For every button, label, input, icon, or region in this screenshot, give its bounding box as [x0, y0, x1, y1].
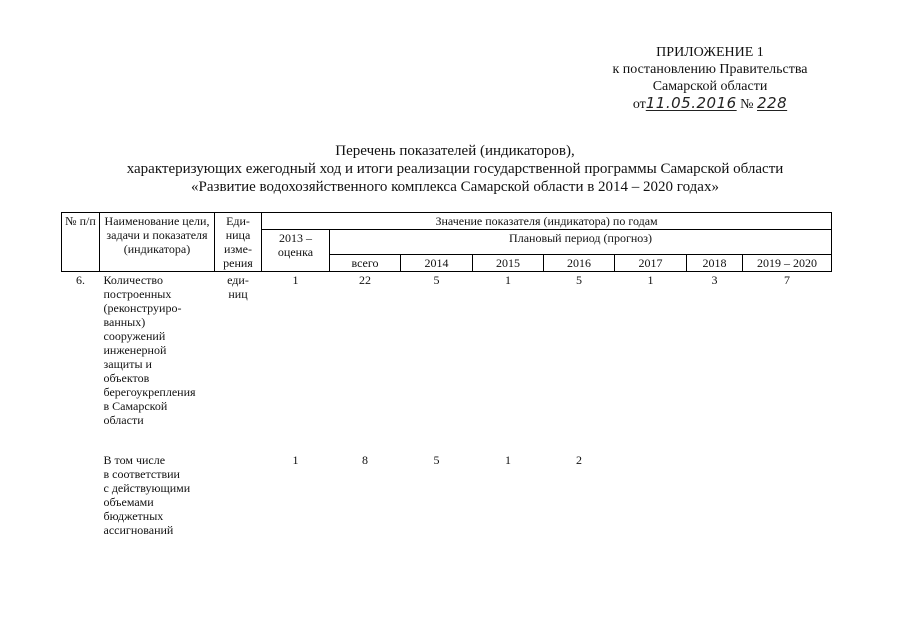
row-num	[62, 452, 100, 538]
document-title	[60, 142, 850, 196]
row-name: Количество построенных (реконструиро- ванных) сооружений инженерной защиты и объектов берегоукрепления в Самарской области	[103, 273, 196, 427]
appendix-header	[560, 44, 860, 113]
header-total: всего	[330, 255, 401, 272]
table-row	[62, 452, 832, 538]
cell-2017	[615, 452, 687, 538]
cell-2018	[687, 452, 743, 538]
header-2017: 2017	[615, 255, 687, 272]
header-plan-group: Плановый период (прогноз)	[330, 230, 832, 255]
header-2019-2020: 2019 – 2020	[743, 255, 832, 272]
row-num: 6.	[76, 273, 85, 287]
cell-2014: 5	[433, 273, 440, 287]
cell-2015: 1	[505, 273, 511, 287]
cell-estimate: 1	[292, 273, 299, 287]
header-num: № п/п	[62, 213, 100, 272]
header-estimate: 2013 – оценка	[262, 230, 330, 272]
cell-2016: 2	[576, 453, 582, 467]
cell-2015: 1	[505, 453, 511, 467]
appendix-label: ПРИЛОЖЕНИЕ 1	[656, 45, 764, 60]
header-2015: 2015	[473, 255, 544, 272]
cell-2019-2020	[743, 452, 832, 538]
header-name: Наименование цели, задачи и показателя (индикатора)	[100, 213, 215, 272]
number-prefix: №	[740, 97, 754, 112]
cell-2018: 3	[711, 273, 718, 287]
title-line-2: характеризующих ежегодный ход и итоги реализации государственной программы Самарской области	[126, 161, 784, 177]
row-unit: еди- ниц	[227, 273, 249, 301]
cell-2016: 5	[576, 273, 582, 287]
cell-2017: 1	[647, 273, 654, 287]
cell-total: 22	[359, 273, 371, 287]
handwritten-date: 11.05.2016	[645, 94, 737, 112]
appendix-decree: к постановлению Правительства	[612, 62, 808, 77]
header-values-group: Значение показателя (индикатора) по годам	[262, 213, 832, 230]
header-2016: 2016	[544, 255, 615, 272]
indicators-table	[61, 212, 832, 538]
title-line-3: «Развитие водохозяйственного комплекса Самарской области в 2014 – 2020 годах»	[191, 179, 719, 195]
header-unit: Еди-ница изме-рения	[215, 213, 262, 272]
header-2014: 2014	[401, 255, 473, 272]
cell-estimate: 1	[292, 453, 299, 467]
appendix-date-line	[560, 95, 860, 113]
row-name: В том числе в соответствии с действующими объемами бюджетных ассигнований	[103, 453, 191, 537]
appendix-region: Самарской области	[652, 79, 768, 94]
cell-2014: 5	[433, 453, 440, 467]
header-2018: 2018	[687, 255, 743, 272]
handwritten-number: 228	[757, 94, 788, 112]
table-row	[62, 272, 832, 429]
cell-total: 8	[362, 453, 368, 467]
cell-2019-2020: 7	[784, 273, 791, 287]
date-prefix: от	[632, 97, 646, 112]
title-line-1: Перечень показателей (индикаторов),	[335, 143, 575, 159]
